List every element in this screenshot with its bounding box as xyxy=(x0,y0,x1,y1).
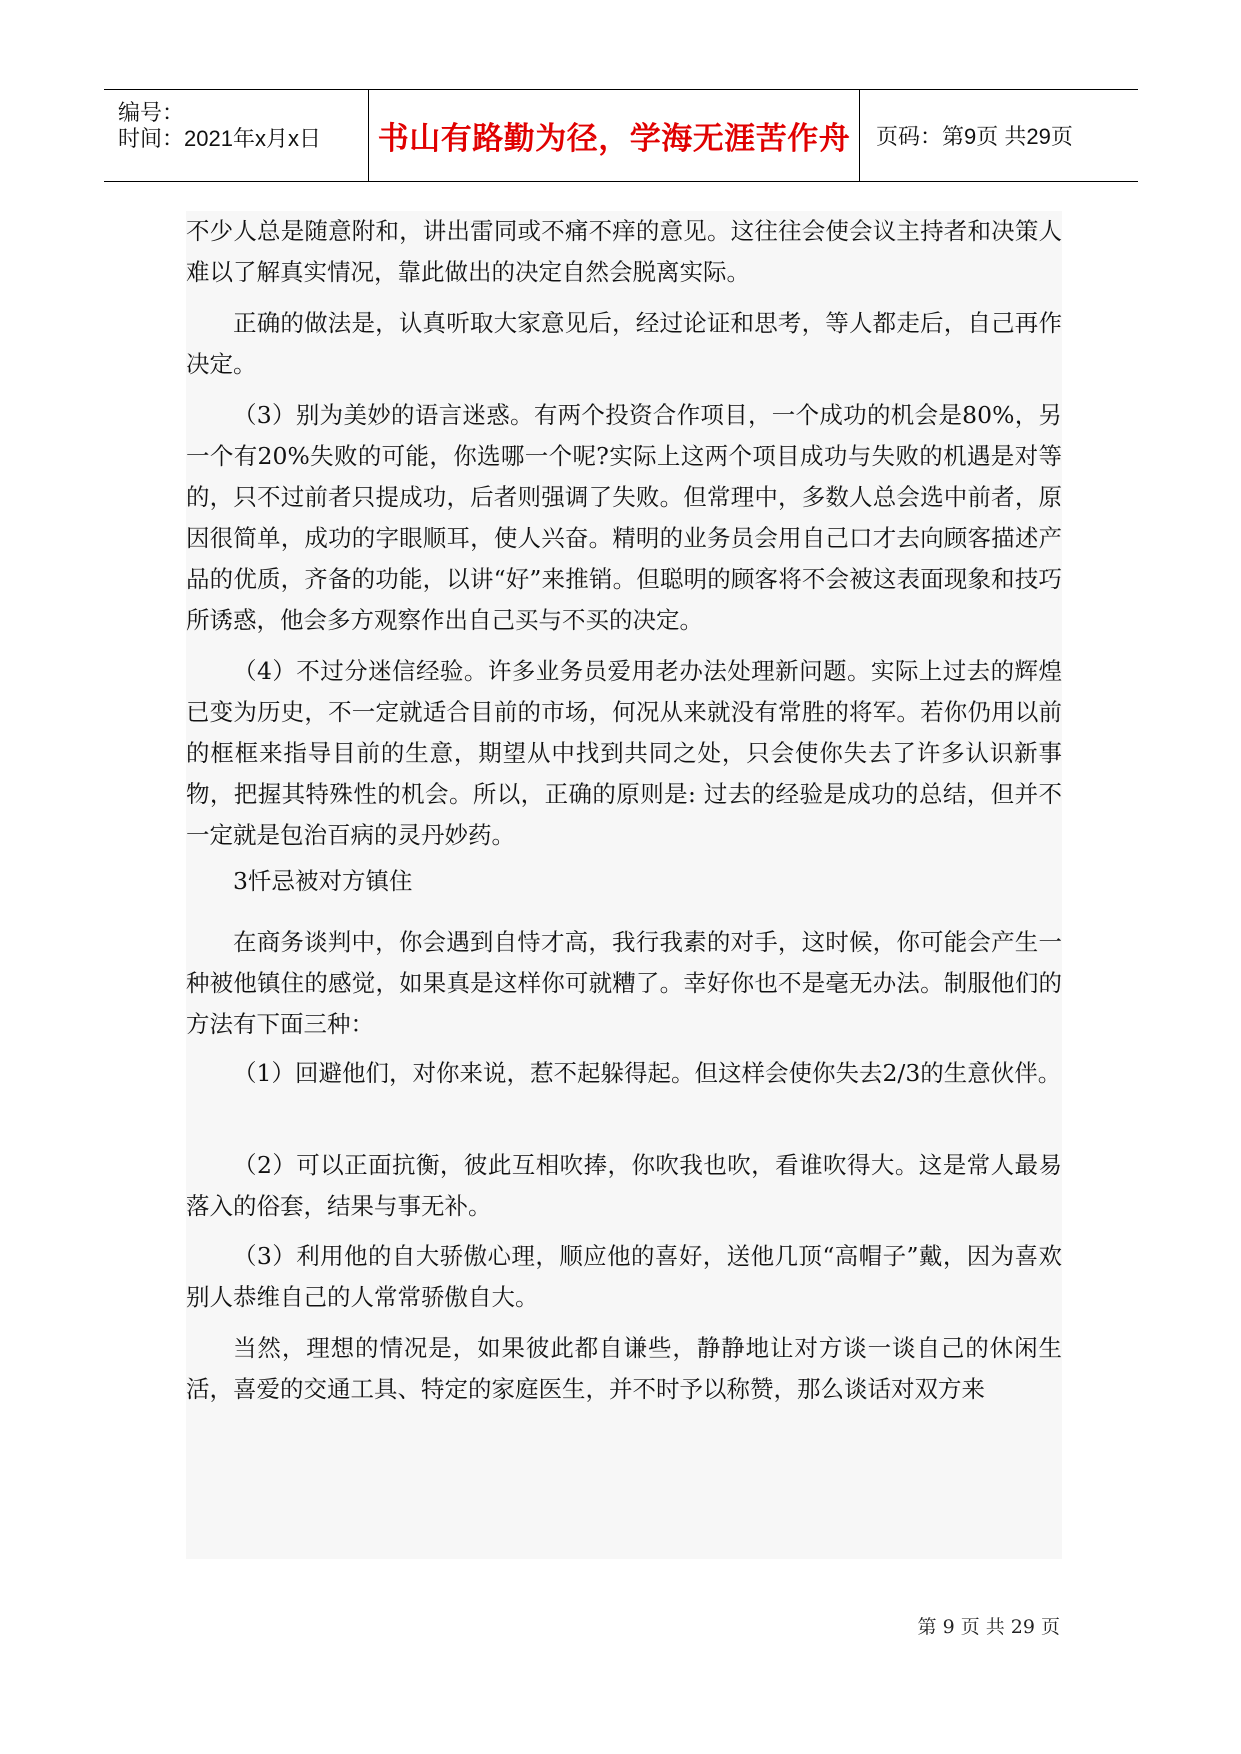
document-body xyxy=(186,211,1062,1559)
paragraph: （2）可以正面抗衡，彼此互相吹捧，你吹我也吹，看谁吹得大。这是常人最易落入的俗套，结果与事无补。 xyxy=(186,1151,1062,1220)
paragraph: 在商务谈判中，你会遇到自恃才高，我行我素的对手，这时候，你可能会产生一种被他镇住的感觉，如果真是这样你可就糟了。幸好你也不是毫无办法。制服他们的方法有下面三种： xyxy=(186,928,1062,1038)
document-time: 时间：2021年x月x日 xyxy=(118,126,321,151)
paragraph: （1）回避他们，对你来说，惹不起躲得起。但这样会使你失去2/3的生意伙伴。 xyxy=(233,1059,1062,1087)
document-number: 编号： xyxy=(118,100,185,125)
paragraph: 不少人总是随意附和，讲出雷同或不痛不痒的意见。这往往会使会议主持者和决策人难以了解真实情况，靠此做出的决定自然会脱离实际。 xyxy=(186,217,1062,286)
document-header xyxy=(104,89,1138,182)
motto-text: 书山有路勤为径，学海无涯苦作舟 xyxy=(377,121,851,157)
header-info-cell xyxy=(104,90,369,181)
page-footer: 第 9 页 共 29 页 xyxy=(917,1616,1060,1638)
paragraph: （3）利用他的自大骄傲心理，顺应他的喜好，送他几顶“高帽子”戴，因为喜欢别人恭维自己的人常常骄傲自大。 xyxy=(186,1242,1062,1311)
header-motto-cell xyxy=(369,90,860,181)
paragraph: （4）不过分迷信经验。许多业务员爱用老办法处理新问题。实际上过去的辉煌已变为历史，不一定就适合目前的市场，何况从来就没有常胜的将军。若你仍用以前的框框来指导目前的生意，期望从中找到共同之处，只会使你失去了许多认识新事物，把握其特殊性的机会。所以，正确的原则是: 过去的经验是成功的总结，但并不一定就是包治百病的灵丹妙药。 xyxy=(186,657,1062,849)
section-heading: 3忏忌被对方镇住 xyxy=(233,867,413,895)
paragraph: 正确的做法是，认真听取大家意见后，经过论证和思考，等人都走后，自己再作决定。 xyxy=(186,309,1062,378)
paragraph: （3）别为美妙的语言迷惑。有两个投资合作项目，一个成功的机会是80%，另一个有20%失败的可能，你选哪一个呢?实际上这两个项目成功与失败的机遇是对等的，只不过前者只提成功，后者则强调了失败。但常理中，多数人总会选中前者，原因很简单，成功的字眼顺耳，使人兴奋。精明的业务员会用自己口才去向顾客描述产品的优质，齐备的功能，以讲“好”来推销。但聪明的顾客将不会被这表面现象和技巧所诱惑，他会多方观察作出自己买与不买的决定。 xyxy=(186,401,1062,634)
paragraph: 当然，理想的情况是，如果彼此都自谦些，静静地让对方谈一谈自己的休闲生活，喜爱的交通工具、特定的家庭医生，并不时予以称赞，那么谈话对双方来 xyxy=(186,1334,1062,1403)
page-code: 页码：第9页 共29页 xyxy=(876,124,1073,149)
header-page-cell xyxy=(860,90,1138,181)
